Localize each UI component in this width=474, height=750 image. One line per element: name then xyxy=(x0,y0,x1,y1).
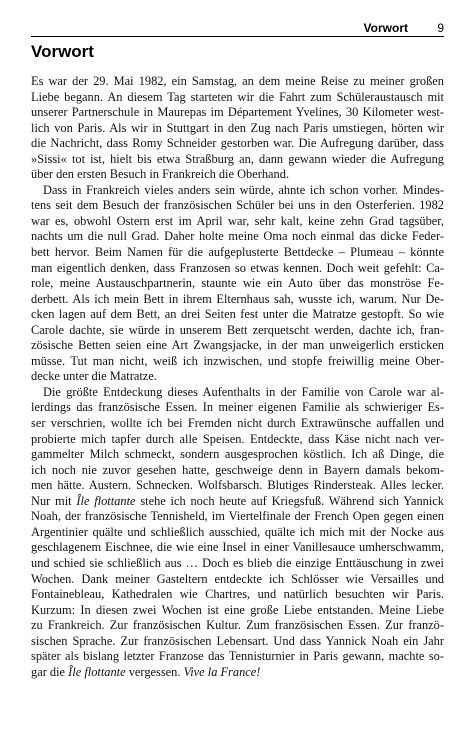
text-line: Noah, der französische Tennisheld, im Viertelfinale der French Open gegen einen xyxy=(31,509,444,524)
text-line: lich von Paris. Als wir in Stuttgart in den Zug nach Paris umstiegen, hörten wir xyxy=(31,120,444,135)
text-line: die Nachricht, dass Romy Schneider gestorben war. Die Aufregung darüber, dass xyxy=(31,136,444,151)
text-line: cken lagen auf dem Bett, an drei Seiten fest unter die Matratze gestopft. So wie xyxy=(31,307,444,322)
text-line: müsse. Tut man nicht, weiß ich inzwischen, und stopfe freiwillig meine Ober- xyxy=(31,353,444,368)
italic-text: Île flottante xyxy=(76,493,136,508)
text-line: derbett. Als ich mein Bett in ihrem Elternhaus sah, wusste ich, warum. Nur De- xyxy=(31,291,444,306)
text-line: zu Frankreich. Zur französischen Kultur. Zum französischen Essen. Zur franzö- xyxy=(31,618,444,633)
text-line: Wochen. Dank meiner Gasteltern entdeckte ich Schlösser wie Versailles und xyxy=(31,571,444,586)
text-line: lerdings das französische Essen. In meiner eigenen Familie als schwieriger Es- xyxy=(31,400,444,415)
text-line: Die größte Entdeckung dieses Aufenthalts in der Familie von Carole war al- xyxy=(43,384,444,399)
text-line: nachts um die null Grad. Daher holte meine Oma noch einmal das dicke Feder- xyxy=(31,229,444,244)
running-head-title: Vorwort xyxy=(363,21,408,35)
text-line: probierte mich tapfer durch alle Speisen. Entdeckte, dass Käse nicht nach ver- xyxy=(31,431,444,446)
text-line: decke unter die Matratze. xyxy=(31,369,157,384)
text-line: men hätte. Austern. Schnecken. Wolfsbarsch. Blutiges Rindersteak. Alles lecker. xyxy=(31,478,444,493)
text-line: war es, obwohl Ostern erst im April war, sehr kalt, keine zehn Grad tagsüber, xyxy=(31,213,444,228)
text-line: man eigentlich denken, dass Franzosen so etwas kennen. Doch weit gefehlt: Ca- xyxy=(31,260,444,275)
text-line: role, meine Austauschpartnerin, staunte wie ein Auto über das monströse Fe- xyxy=(31,276,444,291)
text-line: Fontainebleau, Kathedralen wie Chartres, und natürlich besuchten wir Paris. xyxy=(31,587,444,602)
text-line: »Sissi« tot ist, hielt bis etwa Straßburg an, dann gewann wieder die Aufregung xyxy=(31,151,444,166)
paragraph xyxy=(31,385,444,680)
text-line: Es war der 29. Mai 1982, ein Samstag, an dem meine Reise zu meiner großen xyxy=(31,74,444,88)
text-line: ser verschrien, wollte ich bei Fremden nicht durch Extrawünsche auffallen und xyxy=(31,416,444,431)
paragraph xyxy=(31,74,444,183)
italic-text: Vive la France! xyxy=(183,664,261,679)
text-line: und schied sie schließlich aus … Doch es blieb die einzige Enttäuschung in zwei xyxy=(31,555,444,570)
paragraph xyxy=(31,183,444,385)
text-line: Kurzum: In diesen zwei Wochen ist eine große Liebe entstanden. Meine Liebe xyxy=(31,602,444,617)
body-text xyxy=(31,74,444,680)
italic-text: Île flottante xyxy=(68,664,126,679)
text-line: bett hervor. Beim Namen für die aufgeplusterte Bettdecke – Plumeau – könnte xyxy=(31,245,444,260)
text-line: über den ersten Besuch in Frankreich die Oberhand. xyxy=(31,167,290,182)
page-number: 9 xyxy=(437,21,444,35)
text-line: Liebe begann. An diesem Tag starteten wir die Fahrt zum Schüleraustausch mit xyxy=(31,89,444,104)
text-line: Dass in Frankreich vieles anders sein würde, ahnte ich schon vorher. Mindes- xyxy=(43,182,444,197)
text-line: gar die Île flottante vergessen. Vive la France! xyxy=(31,664,261,679)
text-line: Argentinier quälte und schließlich ausschied, quälte ich mich mit der Nocke aus xyxy=(31,524,444,539)
text-line: geschlagenem Eischnee, die wie eine Insel in einer Vanillesauce umherschwamm, xyxy=(31,540,444,555)
chapter-title: Vorwort xyxy=(31,42,94,61)
text-line: gammelter Milch schmeckt, sondern ausgesprochen köstlich. Ich aß Dinge, die xyxy=(31,447,444,462)
text-line: Carole dachte, sie würde in unserem Bett zerquetscht werden, dachte ich, fran- xyxy=(31,322,444,337)
text-line: zösische Betten seien eine Art Zwangsjacke, in der man unweigerlich ersticken xyxy=(31,338,444,353)
text-line: sischen Sprache. Zur französischen Lebensart. Und dass Yannick Noah ein Jahr xyxy=(31,633,444,648)
text-line: unserer Partnerschule in Maurepas im Département Yvelines, 30 Kilometer west- xyxy=(31,105,444,120)
text-line: Nur mit Île flottante stehe ich noch heute auf Kriegsfuß. Während sich Yannick xyxy=(31,493,444,508)
running-header xyxy=(31,20,444,37)
text-line: später als bislang letzter Franzose das Tennisturnier in Paris gewann, machte so- xyxy=(31,649,444,664)
text-line: ich noch nie zuvor gesehen hatte, geschweige denn in Bayern damals bekom- xyxy=(31,462,444,477)
text-line: tens seit dem Besuch der französischen Schüler bei uns in den Osterferien. 1982 xyxy=(31,198,444,213)
